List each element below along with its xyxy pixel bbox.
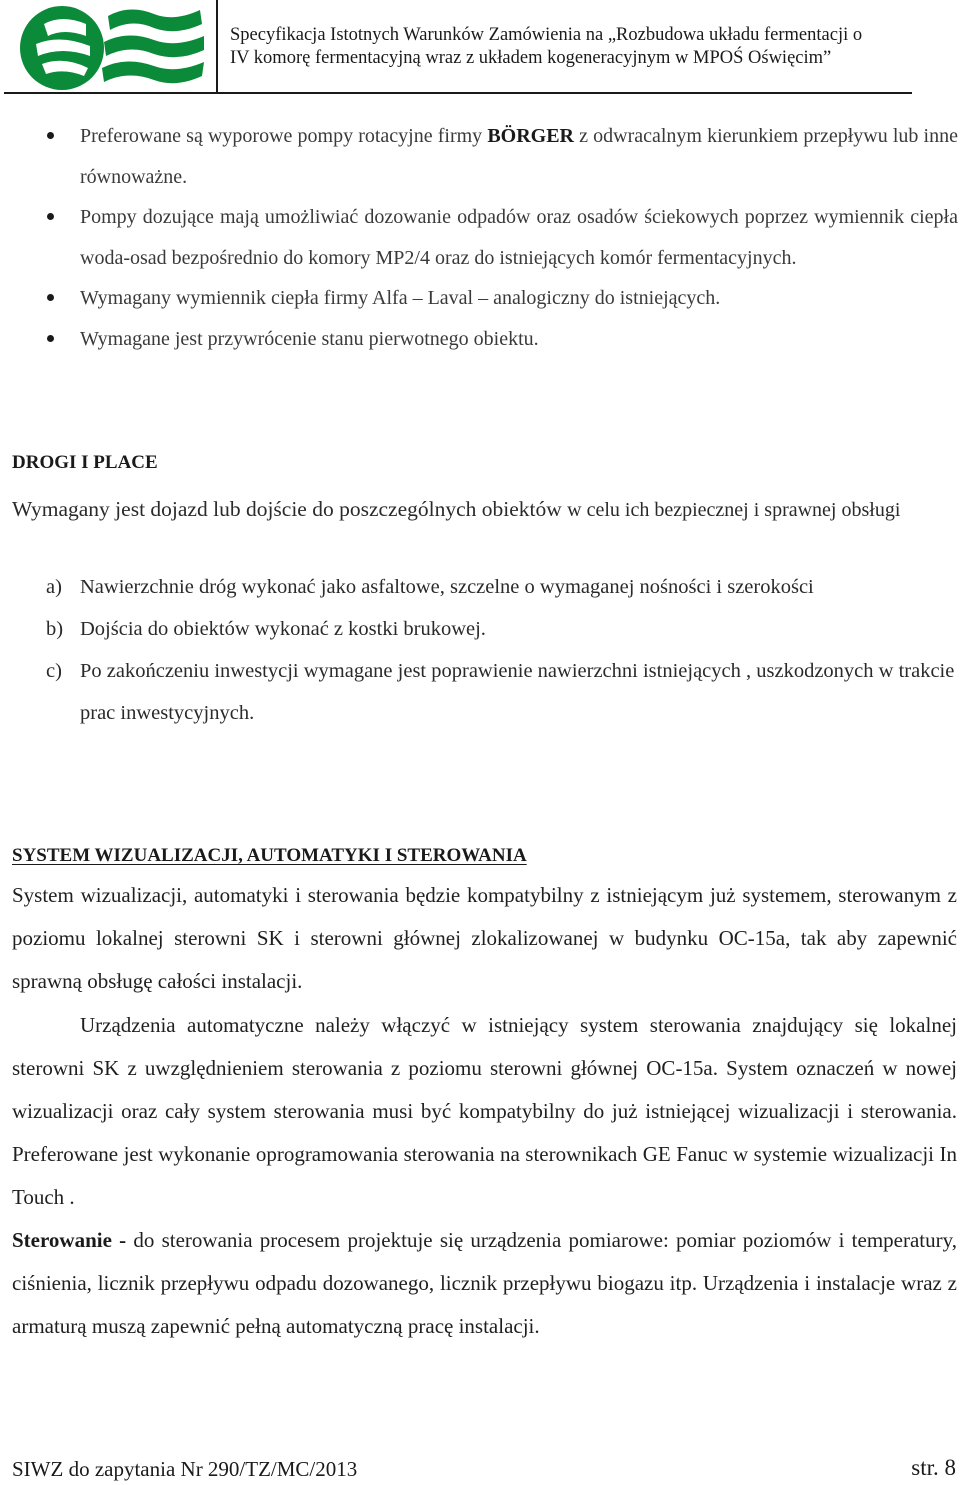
bullet-text: z odwracalnym kierunkiem przepływu lub inne równoważne. — [80, 125, 958, 188]
bullet-item — [0, 197, 960, 278]
page-header — [0, 0, 960, 96]
bullet-text: Wymagany wymiennik ciepła firmy Alfa – Laval – analogiczny do istniejących. — [80, 287, 721, 309]
bullet-dot-icon — [47, 335, 54, 342]
bullet-item — [0, 319, 960, 360]
list-item — [0, 650, 960, 734]
drogi-intro-rest: w celu ich bezpiecznej i sprawnej obsługi — [567, 499, 901, 521]
list-item-text: Dojścia do obiektów wykonać z kostki brukowej. — [80, 618, 486, 640]
list-marker: c) — [46, 660, 62, 682]
list-marker: a) — [46, 576, 62, 598]
requirements-bullet-list — [0, 116, 960, 359]
bullet-dot-icon — [47, 294, 54, 301]
sterowanie-text: do sterowania procesem projektuje się urządzenia pomiarowe: pomiar poziomów i temperatury, ciśnienia, licznik przepływu odpadu dozowanego, licznik przepływu biogazu itp. Urządzenia i instalacje wraz z armaturą muszą zapewnić pełną automatyczną pracę instalacji. — [12, 1228, 957, 1338]
bullet-text: Pompy dozujące mają umożliwiać dozowanie odpadów oraz osadów ściekowych poprzez wymiennik ciepła woda-osad bezpośrednio do komory MP2/4 oraz do istniejących komór fermentacyjnych. — [80, 206, 958, 269]
drogi-intro-paragraph — [12, 488, 952, 531]
system-paragraph-1: System wizualizacji, automatyki i sterowania będzie kompatybilny z istniejącym już systemem, sterowanym z poziomu lokalnej sterowni SK i sterowni głównej zlokalizowanej w budynku OC-15a, tak aby zapewnić sprawną obsługę całości instalacji. — [12, 883, 957, 993]
section-heading-system: SYSTEM WIZUALIZACJI, AUTOMATYKI I STEROWANIA — [12, 845, 527, 866]
drogi-list — [0, 566, 960, 734]
bullet-dot-icon — [47, 213, 54, 220]
list-marker: b) — [46, 618, 64, 640]
bullet-dot-icon — [47, 132, 54, 139]
system-paragraph-3 — [12, 1219, 957, 1348]
bullet-text: Preferowane są wyporowe pompy rotacyjne firmy — [80, 125, 488, 147]
list-item-text: Po zakończeniu inwestycji wymagane jest poprawienie nawierzchni istniejących , uszkodzonych w trakcie prac inwestycyjnych. — [80, 660, 955, 724]
bullet-text-strong: BÖRGER — [487, 125, 574, 147]
bullet-item — [0, 278, 960, 319]
system-paragraph-2: Urządzenia automatyczne należy włączyć w istniejący system sterowania znajdujący się lokalnej sterowni SK z uwzględnieniem sterowania z poziomu sterowni głównej OC-15a. System oznaczeń w nowej wizualizacji oraz cały system sterowania musi być kompatybilny do już istniejącej wizualizacji i sterowania. Preferowane jest wykonanie oprogramowania sterowania na sterownikach GE Fanuc w systemie wizualizacji In Touch . — [12, 1013, 957, 1209]
header-divider-vertical — [216, 0, 218, 93]
list-item-text: Nawierzchnie dróg wykonać jako asfaltowe, szczelne o wymaganej nośności i szerokości — [80, 576, 814, 598]
sterowanie-label: Sterowanie - — [12, 1228, 127, 1252]
bullet-text: Wymagane jest przywrócenie stanu pierwotnego obiektu. — [80, 327, 539, 350]
header-divider-horizontal — [4, 92, 912, 94]
header-title — [230, 24, 930, 70]
footer-document-ref: SIWZ do zapytania Nr 290/TZ/MC/2013 — [12, 1457, 358, 1481]
list-item — [0, 566, 960, 608]
footer-page-number: str. 8 — [911, 1455, 956, 1480]
list-item — [0, 608, 960, 650]
header-title-line1: Specyfikacja Istotnych Warunków Zamówienia na „Rozbudowa układu fermentacji o — [230, 25, 863, 45]
green-wave-logo-icon — [4, 2, 214, 92]
bullet-item — [0, 116, 960, 197]
section-heading-drogi: DROGI I PLACE — [12, 452, 158, 473]
header-title-line2: IV komorę fermentacyjną wraz z układem kogeneracyjnym w MPOŚ Oświęcim” — [230, 48, 832, 68]
drogi-intro-lead: Wymagany jest dojazd lub dojście do poszczególnych obiektów — [12, 497, 568, 521]
